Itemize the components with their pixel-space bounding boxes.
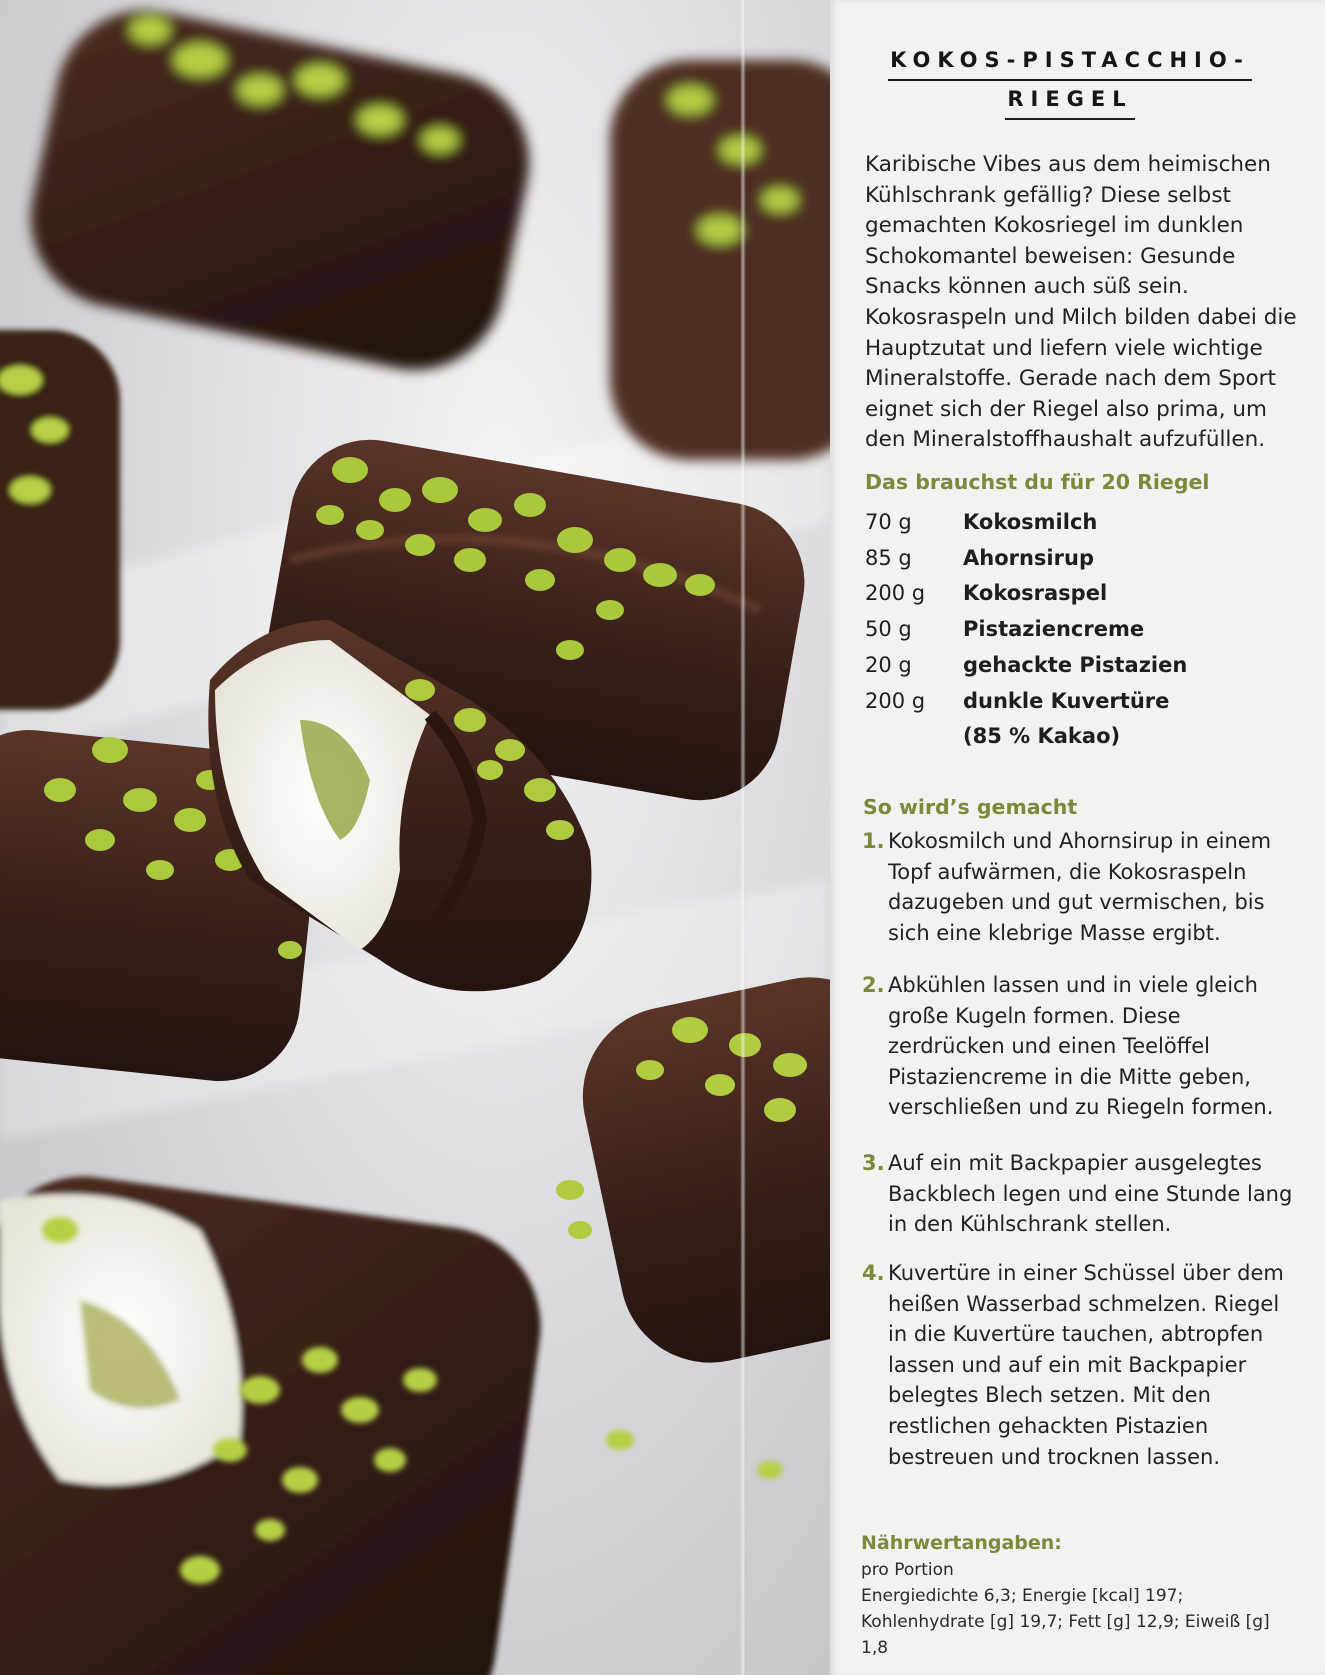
bar-bottom-left <box>0 1164 553 1675</box>
ingredient-name: gehackte Pistazien <box>963 652 1188 677</box>
ingredient-amount: 200 g <box>865 581 926 606</box>
nutrition-values: Energiedichte 6,3; Energie [kcal] 197; Kohlenhydrate [g] 19,7; Fett [g] 12,9; Eiweiß [g] 1,8 <box>861 1586 1270 1658</box>
step-text: Kuvertüre in einer Schüssel über dem heißen Wasserbad schmelzen. Riegel in die Kuvertüre tauchen, abtropfen lassen und auf ein mit Backpapier belegtes Blech setzen. Mit den restlichen gehackten Pistazien bestreuen und trocknen lassen. <box>888 1261 1284 1469</box>
ingredients-heading: Das brauchst du für 20 Riegel <box>865 470 1210 494</box>
recipe-title <box>868 44 1272 120</box>
ingredient-row <box>865 576 1295 612</box>
ingredient-name: Kokosraspel <box>963 581 1108 606</box>
ingredients-list <box>865 505 1295 755</box>
step-item <box>862 826 1302 948</box>
ingredient-row <box>865 505 1295 541</box>
ingredient-amount: 85 g <box>865 545 912 570</box>
ingredient-amount: 70 g <box>865 510 912 534</box>
step-text: Kokosmilch und Ahornsirup in einem Topf aufwärmen, die Kokosraspeln dazugeben und gut vermischen, bis sich eine klebrige Masse ergibt. <box>888 829 1272 945</box>
steps-heading: So wird’s gemacht <box>863 795 1078 819</box>
step-text: Auf ein mit Backpapier ausgelegtes Backblech legen und eine Stunde lang in den Kühlschrank stellen. <box>888 1151 1293 1237</box>
bar-top-right <box>610 60 830 460</box>
nutrition-portion: pro Portion <box>861 1560 954 1580</box>
ingredient-name-extra: (85 % Kakao) <box>963 724 1121 749</box>
ingredient-name-group <box>963 684 1169 755</box>
step-number: 1. <box>862 829 885 853</box>
ingredient-amount: 50 g <box>865 617 912 642</box>
nutrition-info <box>861 1557 1291 1661</box>
title-line-1: KOKOS-PISTACCHIO- <box>888 44 1252 81</box>
bar-left-edge <box>0 330 120 710</box>
ingredient-row <box>865 648 1295 684</box>
page-fold <box>740 0 746 1675</box>
intro-text: Karibische Vibes aus dem heimischen Kühlschrank gefällig? Diese selbst gemachten Kokosriegel im dunklen Schokomantel beweisen: Gesunde Snacks können auch süß sein. Kokosraspeln und Milch bilden dabei die Hauptzutat und liefern viele wichtige Mineralstoffe. Gerade nach dem Sport eignet sich der Riegel also prima, um den Mineralstoffhaushalt aufzufüllen. <box>865 152 1297 453</box>
ingredient-name: dunkle Kuvertüre <box>963 688 1170 713</box>
ingredient-row <box>865 541 1295 577</box>
ingredient-row <box>865 612 1295 648</box>
ingredient-amount: 200 g <box>865 688 926 713</box>
step-number: 2. <box>862 973 885 997</box>
step-item <box>862 1148 1302 1240</box>
nutrition-heading: Nährwertangaben: <box>861 1532 1062 1554</box>
step-text: Abkühlen lassen und in viele gleich große Kugeln formen. Diese zerdrücken und einen Teelöffel Pistaziencreme in die Mitte geben, verschließen und zu Riegeln formen. <box>888 973 1274 1120</box>
step-number: 4. <box>862 1261 885 1285</box>
ingredient-name: Ahornsirup <box>963 545 1094 570</box>
step-item <box>862 970 1302 1123</box>
step-item <box>862 1258 1302 1472</box>
ingredient-name: Kokosmilch <box>963 510 1098 534</box>
ingredient-name: Pistaziencreme <box>963 617 1145 642</box>
ingredient-amount: 20 g <box>865 652 912 677</box>
ingredient-row <box>865 684 1295 755</box>
step-number: 3. <box>862 1151 885 1175</box>
bar-top-left <box>14 0 546 387</box>
title-line-2: RIEGEL <box>1005 83 1134 120</box>
